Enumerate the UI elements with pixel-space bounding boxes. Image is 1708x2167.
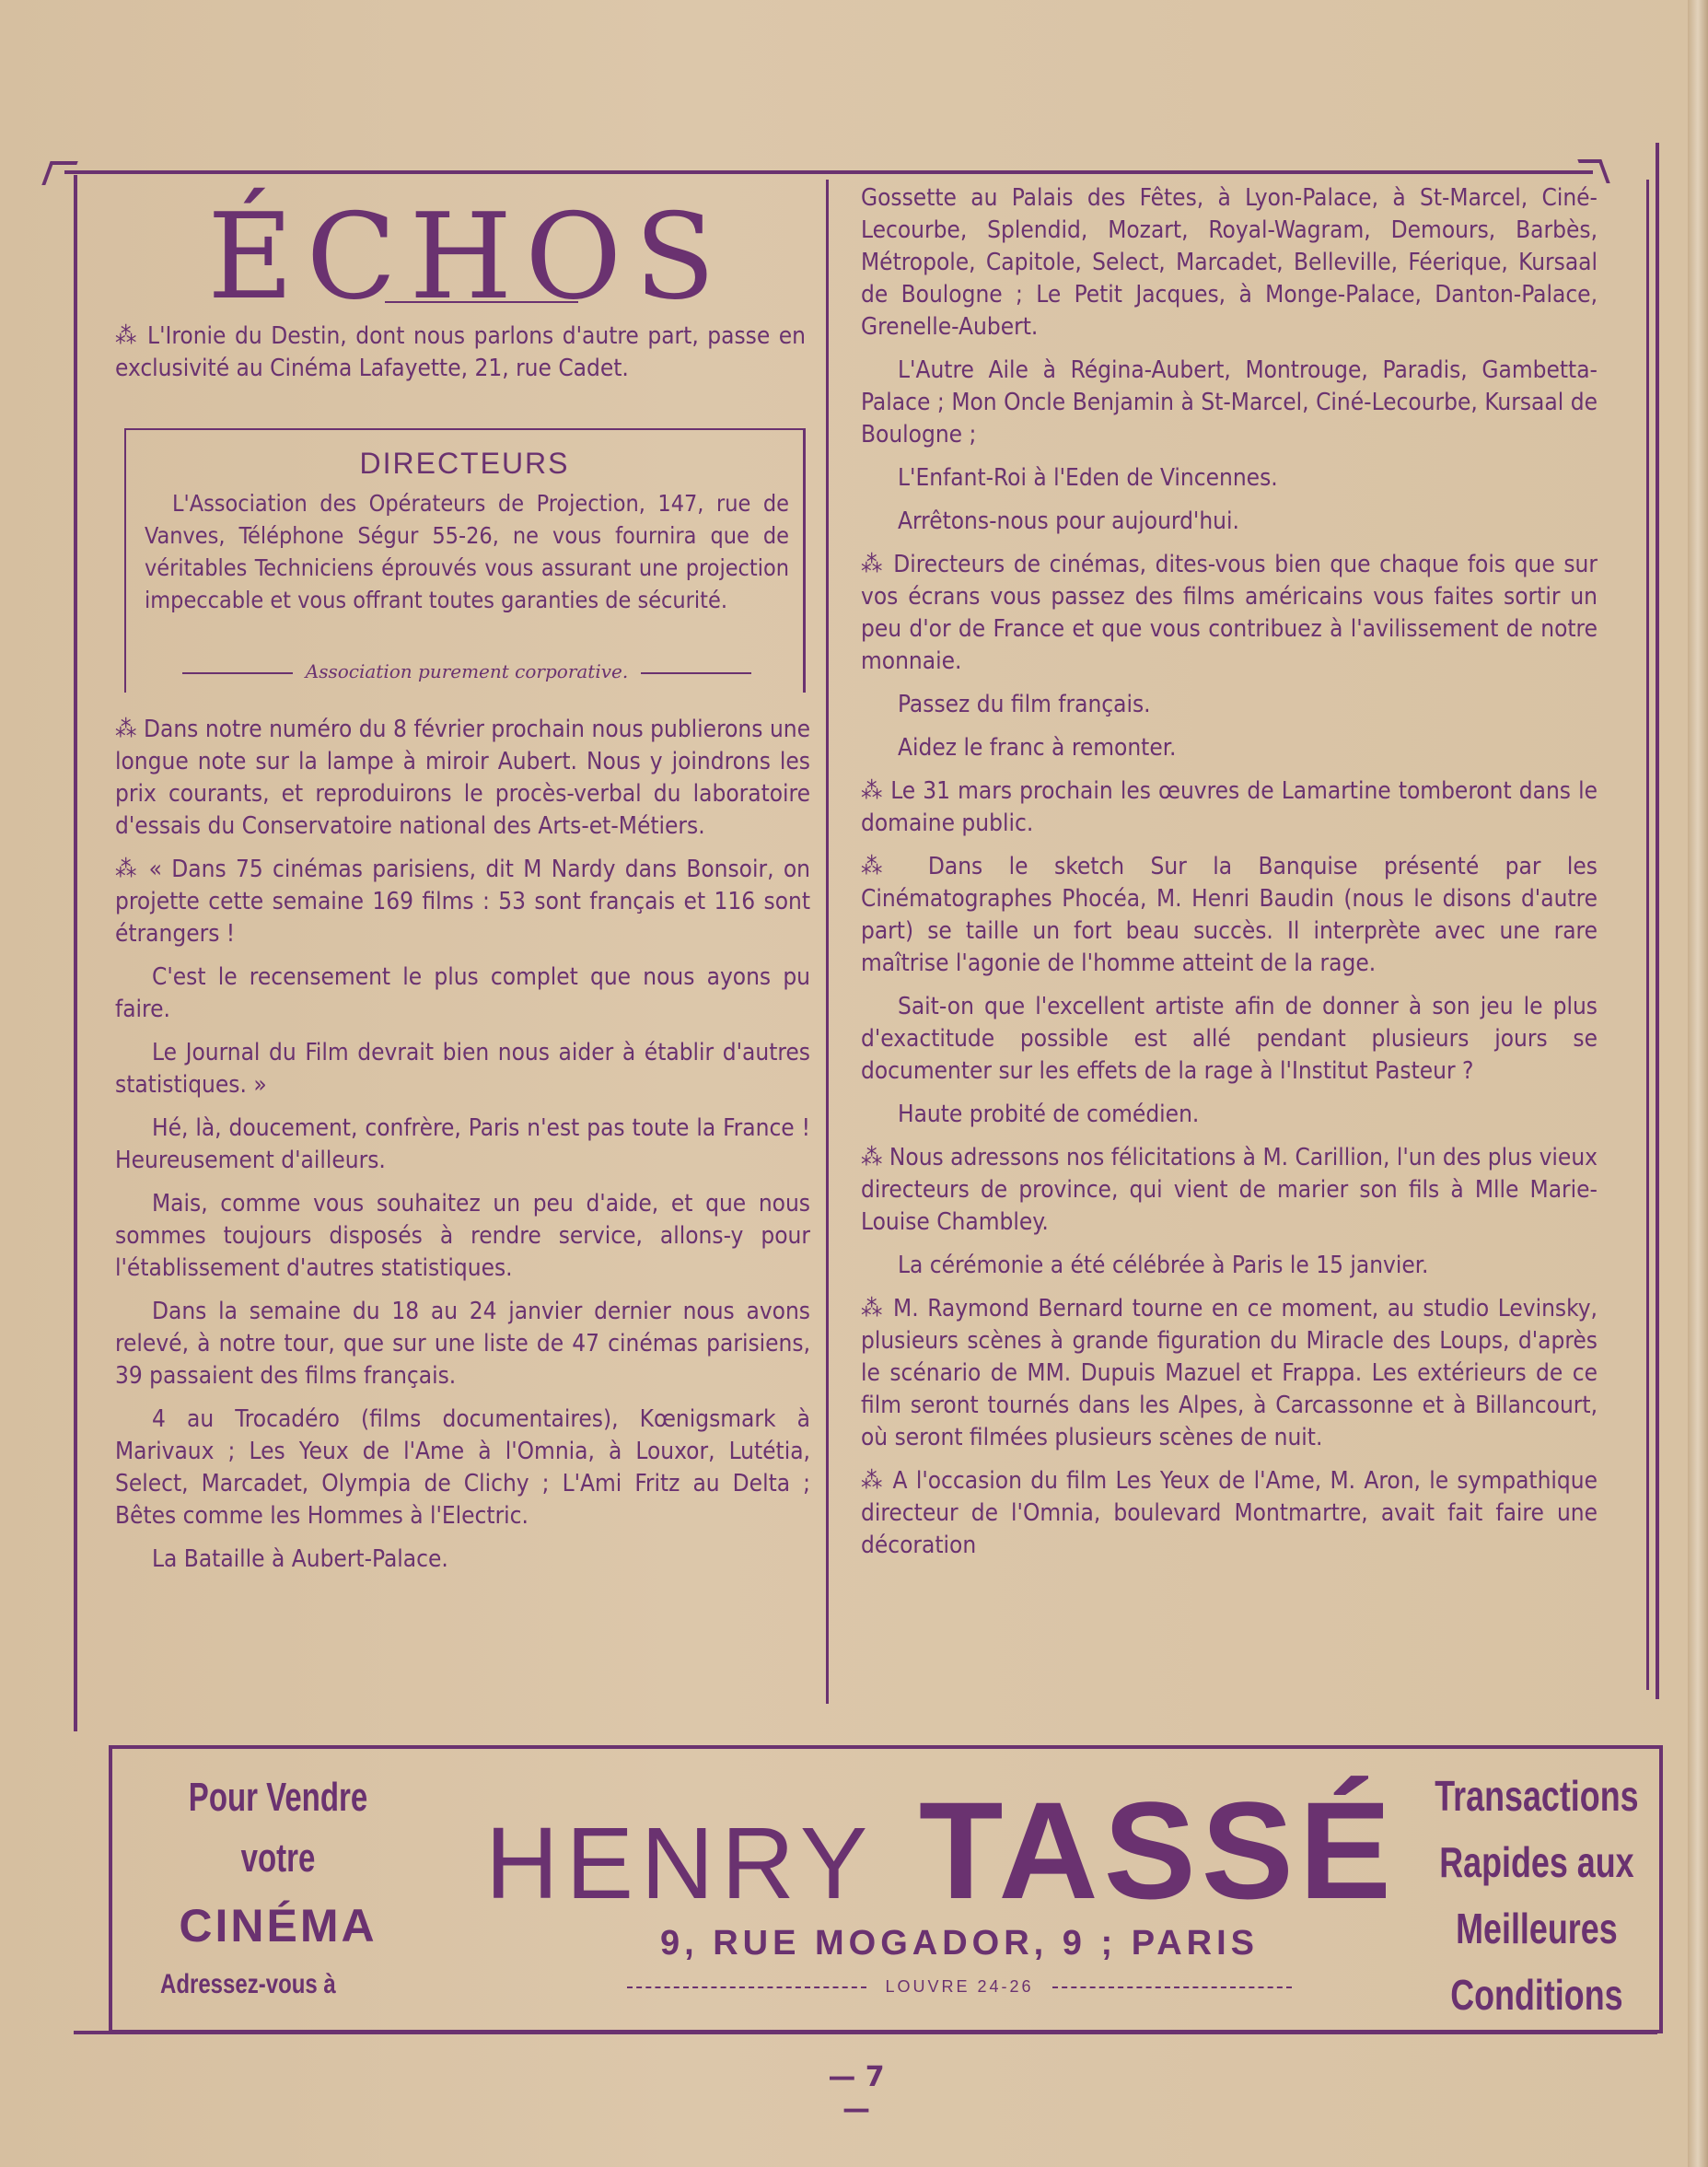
echo-paragraph: Gossette au Palais des Fêtes, à Lyon-Palace, à St-Marcel, Ciné-Lecourbe, Splendid, Mozart, Royal-Wagram, Demours, Barbès, Métropole, Capitole, Select, Marcadet, Belleville, Féerique, Kursaal de Boulogne ; Le Petit Jacques, à Monge-Palace, Danton-Palace, Grenelle-Aubert. [861,184,1598,341]
right-column [861,182,1598,1573]
frame-left-rule [74,175,77,1731]
henry-tasse-advertisement [109,1745,1663,2033]
frame-top-rule [64,170,1593,174]
ad-right-line: Meilleures [1456,1905,1618,1952]
box-signature: Association purement corporative. [145,660,789,682]
left-column [115,714,810,1587]
ad-left-line: CINÉMA [179,1900,378,1951]
ad-right-text [1433,1763,1641,2028]
page-spine [1688,0,1708,2167]
ad-name-last: TASSÉ [918,1773,1397,1928]
column-divider [826,180,829,1704]
ad-phone: LOUVRE 24-26 [517,1977,1401,1997]
echo-paragraph: ⁂ L'Ironie du Destin, dont nous parlons d'autre part, passe en exclusivité au Cinéma Lafayette, 21, rue Cadet. [115,322,806,382]
page-number: — 7 — [828,2061,885,2126]
frame-right-rule [1656,143,1659,1699]
echo-paragraph: C'est le recensement le plus complet que nous ayons pu faire. [115,963,810,1023]
directeurs-box [124,428,806,693]
ad-left-line: Adressez-vous à [160,1969,336,1999]
left-column-intro [115,320,806,396]
box-title: DIRECTEURS [359,447,570,480]
echo-paragraph: Haute probité de comédien. [898,1101,1200,1128]
echo-paragraph: ⁂ M. Raymond Bernard tourne en ce moment, au studio Levinsky, plusieurs scènes à grande figuration du Miracle des Loups, d'après le scénario de MM. Dupuis Mazuel et Frappa. Les extérieurs de ce film seront tournés dans les Alpes, à Carcassonne et à Billancourt, où seront filmées plusieurs scènes de nuit. [861,1295,1598,1451]
title-underline [385,301,578,303]
ad-left-text [131,1767,425,2007]
ad-left-line: votre [240,1835,316,1881]
echo-paragraph: Mais, comme vous souhaitez un peu d'aide, et que nous sommes toujours disposés à rendre service, allons-y pour l'établissement d'autres statistiques. [115,1190,810,1282]
section-title: ÉCHOS [207,189,728,326]
ad-address: 9, RUE MOGADOR, 9 ; PARIS [659,1924,1260,1963]
echo-paragraph: ⁂ « Dans 75 cinémas parisiens, dit M Nardy dans Bonsoir, on projette cette semaine 169 films : 53 sont français et 116 sont étrangers ! [115,856,810,948]
ad-left-line: Pour Vendre [188,1775,368,1820]
echo-paragraph: ⁂ Directeurs de cinémas, dites-vous bien que chaque fois que sur vos écrans vous passez des films américains vous faites sortir un peu d'or de France et que vous contribuez à l'avilissement de notre monnaie. [861,551,1598,675]
ad-right-line: Conditions [1450,1971,1623,2019]
echo-paragraph: ⁂ A l'occasion du film Les Yeux de l'Ame, M. Aron, le sympathique directeur de l'Omnia, boulevard Montmartre, avait fait faire une décoration [861,1467,1598,1559]
echo-paragraph: ⁂ Dans notre numéro du 8 février prochain nous publierons une longue note sur la lampe à miroir Aubert. Nous y joindrons les prix courants, et reproduirons le procès-verbal du laboratoire d'essais du Conservatoire national des Arts-et-Métiers. [115,716,810,840]
echo-paragraph: ⁂ Le 31 mars prochain les œuvres de Lamartine tomberont dans le domaine public. [861,777,1598,837]
ad-right-line: Rapides aux [1439,1838,1634,1886]
box-text-body: L'Association des Opérateurs de Projection, 147, rue de Vanves, Téléphone Ségur 55-26, ne vous fournira que de véritables Techniciens éprouvés vous assurant une projection impeccable et vous offrant toutes garanties de sécurité. [145,490,789,613]
right-column-rule [1646,180,1649,1690]
echo-paragraph: Hé, là, doucement, confrère, Paris n'est pas toute la France ! Heureusement d'ailleurs. [115,1114,810,1174]
echo-paragraph: La Bataille à Aubert-Palace. [152,1545,448,1573]
echo-paragraph: 4 au Trocadéro (films documentaires), Kœnigsmark à Marivaux ; Les Yeux de l'Ame à l'Omnia, à Louxor, Lutétia, Select, Marcadet, Olympia de Clichy ; L'Ami Fritz au Delta ; Bêtes comme les Hommes à l'Electric. [115,1405,810,1530]
ad-right-line: Transactions [1435,1772,1639,1820]
echo-paragraph: ⁂ Dans le sketch Sur la Banquise présenté par les Cinématographes Phocéa, M. Henri Baudin (nous le disons d'autre part) se taille un fort beau succès. Il interprète avec une rare maîtrise l'agonie de l'homme atteint de la rage. [861,853,1598,977]
echo-paragraph: La cérémonie a été célébrée à Paris le 15 janvier. [898,1252,1429,1279]
echo-paragraph: L'Enfant-Roi à l'Eden de Vincennes. [898,464,1278,492]
echo-paragraph: L'Autre Aile à Régina-Aubert, Montrouge, Paradis, Gambetta-Palace ; Mon Oncle Benjamin à St-Marcel, Ciné-Lecourbe, Kursaal de Boulogne ; [861,356,1598,449]
echo-paragraph: Passez du film français. [898,691,1151,718]
echo-paragraph: Sait-on que l'excellent artiste afin de donner à son jeu le plus d'exactitude possible est allé pendant plusieurs jours se documenter sur les effets de la rage à l'Institut Pasteur ? [861,993,1598,1085]
echo-paragraph: Le Journal du Film devrait bien nous aider à établir d'autres statistiques. » [115,1039,810,1099]
echo-paragraph: Dans la semaine du 18 au 24 janvier dernier nous avons relevé, à notre tour, que sur une liste de 47 cinémas parisiens, 39 passaient des films français. [115,1298,810,1390]
echo-paragraph: ⁂ Nous adressons nos félicitations à M. Carillion, l'un des plus vieux directeurs de province, qui vient de marier son fils à Mlle Marie-Louise Chambley. [861,1144,1598,1236]
ad-company-name [416,1772,1466,1942]
box-text [145,487,789,616]
echo-paragraph: Arrêtons-nous pour aujourd'hui. [898,507,1239,535]
ad-name-first: HENRY [485,1807,876,1920]
echo-paragraph: Aidez le franc à remonter. [898,734,1177,762]
